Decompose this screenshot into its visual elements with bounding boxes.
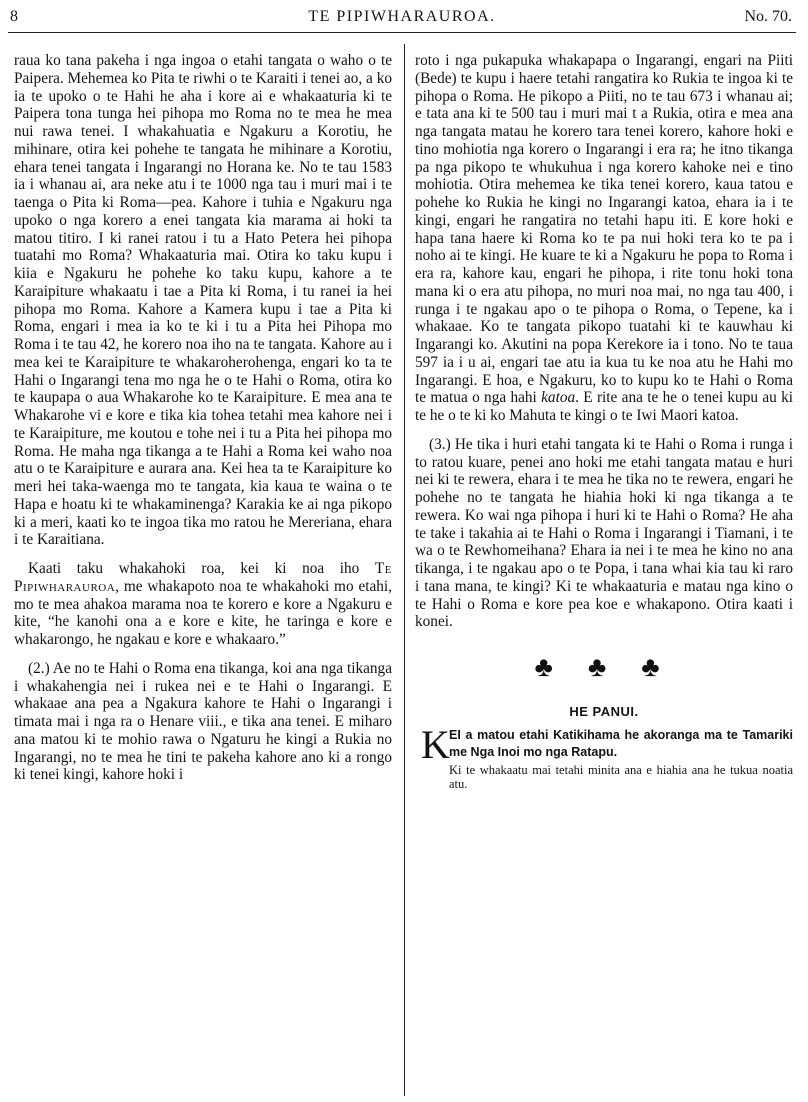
masthead-title: TE PIPIWHARAUROA. [308,8,496,25]
page-number: 8 [10,8,18,25]
left-paragraph-2-rest: , me whakapoto noa te whakahoki mo etahi, mo te mea ahakoa marama noa te korero e kore a Ngakuru e kite, “he kanohi ona a e kore e kite, he taringa e kore e whakarongo, he ngakau e kore e whakaaro.” [14,577,392,648]
notice-title: HE PANUI. [569,703,639,719]
header-rule [8,32,796,33]
notice-drop-cap: K [421,721,450,767]
page-header [8,4,796,30]
italic-katoa: katoa [541,389,576,407]
right-paragraph-2: (3.) He tika i huri etahi tangata ki te Hahi o Roma i runga i to ratou kuare, penei ano hoki me etahi tangata matau e huri nei ki te rewera, ehara i te mea he tika no te rewera, engari he pohehe no te tangata he hiahia hoki ki nga tikanga a te rewera. Ko wai nga pihopa i huri ki te Hahi o Roma? He aha te take i takahia ai te Hahi o Roma i Ingarangi i Tiamani, i te wa o te Rewhomeihana? Ehara ia nei i te mea he kino no ana tikanga, i te ngakau apo o te Popa, i tana whai kia tau ki raro i tana mana, te kingi? Ki te whakaaturia e matau nga kino o te Hahi o Roma e kore pea koe e whakapono. Otira kaati i konei. [415,435,793,631]
notice-line-2: Ki te whakaatu mai tetahi minita ana e hiahia ana he tukua noatia atu. [449,762,793,791]
right-column [415,52,793,791]
right-paragraph-1 [415,52,793,425]
right-paragraph-1-end: . E rite ana te he o tenei kupu au ki te he o te ki ko Mahuta te kingi o te Iwi Maori katoa. [415,389,793,424]
left-paragraph-2 [14,560,392,649]
clover-ornament: ♣ ♣ ♣ [534,652,674,683]
left-paragraph-3: (2.) Ae no te Hahi o Roma ena tikanga, koi ana nga tikanga i whakahengia nei i rukea nei e te Hahi o Ingarangi. E whakaae ana pea a Ngakura kahore te Hahi o Ingarangi i timata mai i nga ra o Henare viii., e tika ana tenei. E miharo ana matou ki te mohio rawa o Ngaturu he kingi a Rukia no Ingarangi, no te mea he tini te pakeha kahore ano ki a rongo ki tenei kingi, kahore hoki i [14,659,392,784]
notice-body [415,721,793,791]
left-column [14,52,392,784]
left-paragraph-1: raua ko tana pakeha i nga ingoa o etahi tangata o waho o te Paipera. Mehemea ko Pita te riwhi o te Karaiti i tenei ao, a ko ia te upoko o te Hahi he aha i kore ai e whakaaturia ki te Paipera tona tunga hei pihopa mo Roma no te mea he mea nui rawa tenei. I whakahuatia e Ngakuru a Korotiu, he mihinare, otira kei pohehe te tangata he mihinare a Korotiu, ehara tenei tangata i Ingarangi no Horana ke. No te tau 1583 ia i whanau ai, ara neke atu i te 1000 nga tau i muri mai i te taenga o Pita ki Roma—pea. Kahore i tuhia e Ngakuru nga upoko o nga korero a enei tangata kia marama ai hoki ta matou titiro. I ki ranei ratou i tu a Hato Petera hei pihopa tuatahi mo Roma? Whakaaturia mai. Otira ko taku kupu i kiia e Ngakuru he pohehe ko taku kupu, kahore a te Karaipiture whakaatu i tae a Pita ki Roma, i tu ranei ia hei pihopa mo Roma. Kahore a Kamera kupu i tae a Pita ki Roma, engari i mea ia ko te ki i tu a Pita hei Pihopa mo Roma i te tau 42, he korero noa iho na te tangata. Kahore au i mea kei te Karaipiture te whakaroherohenga, engari ko ta te Hahi o Ingarangi tena mo nga he o te Hahi o Roma, otira ko te kaupapa o aua Whakarohe ko te Karaipiture. E mea ana te Whakarohe vi e kore e tika kia tohea tetahi mea kahore nei i te Karaipiture, me koutou e tohe nei i tu a Pita hei pihopa mo Roma. He maha nga tikanga a te Hahi a Roma kei waho noa atu o te Karaipiture e aurara ana. Kei hea ta te Karaipiture ko meri hei taka-waenga mo te tangata, kia kaua te waina o te Hapa e hoatu ki te whakaminenga? Karakia ke ai nga pikopo ki a meri, kaati ko te ingoa tika mo ratou he Mereriana, ehara i te Karaitiana. [14,52,392,549]
left-paragraph-2-start: Kaati taku whakahoki roa, kei ki noa iho [28,560,375,577]
paper-name: Te Pipiwharauroa [14,560,392,595]
right-paragraph-1-body: roto i nga pukapuka whakapapa o Ingarangi, engari na Piiti (Bede) te kupu i haere tetahi rangatira ko Rukia te ingoa ki te pihopa o Roma. He pikopo a Piiti, no te tau 673 i whanau ai; e tata ana ki te 500 tau i muri mai t a Rukia, otira e mea ana nga tangata matau he korero tara tenei korero, kahore hoki e tino mohiotia nga korero o Ingarangi i era ra; he itno tikanga pa nga pikopo te whukuhua i nga korero kahoke nei e tino mohiotia. Otira mehemea ke tika tenei korero, kaua tatou e pohehe ko Rukia he kingi no Ingarangi katoa, ehara ia i te kingi, engari he rangatira no tetahi hapu iti. E kore hoki e hapa tana haere ki Roma ko te pa nui hoki tera ko te pa i noho ai te kingi. He kuare te ki a Ngakuru he popa to Roma i era ra, kahore kau, engari he pihopa, i rite tonu hoki tona mana ki o era atu pihopa, no muri noa mai, no nga tau 400, i runga i te ngakau apo o te pihopa o Roma, o Tepene, ka i whakaae. Ko te tangata pikopo tuatahi ki te kauwhau ki Ingarangi ko. Akutini na popa Kerekore ia i tono. No te taua 597 ia i u ai, engari tae atu ia kua tu ke noa atu he Hahi mo Ingarangi. E hoa, e Ngakuru, ko to kupu ko te Hahi o Roma te matua o nga hahi [415,52,793,407]
issue-number: No. 70. [744,8,792,25]
notice-line-1: EI a matou etahi Katikihama he akoranga ma te Tamariki me Nga Inoi mo nga Ratapu. [449,727,793,759]
column-divider [404,44,405,1096]
